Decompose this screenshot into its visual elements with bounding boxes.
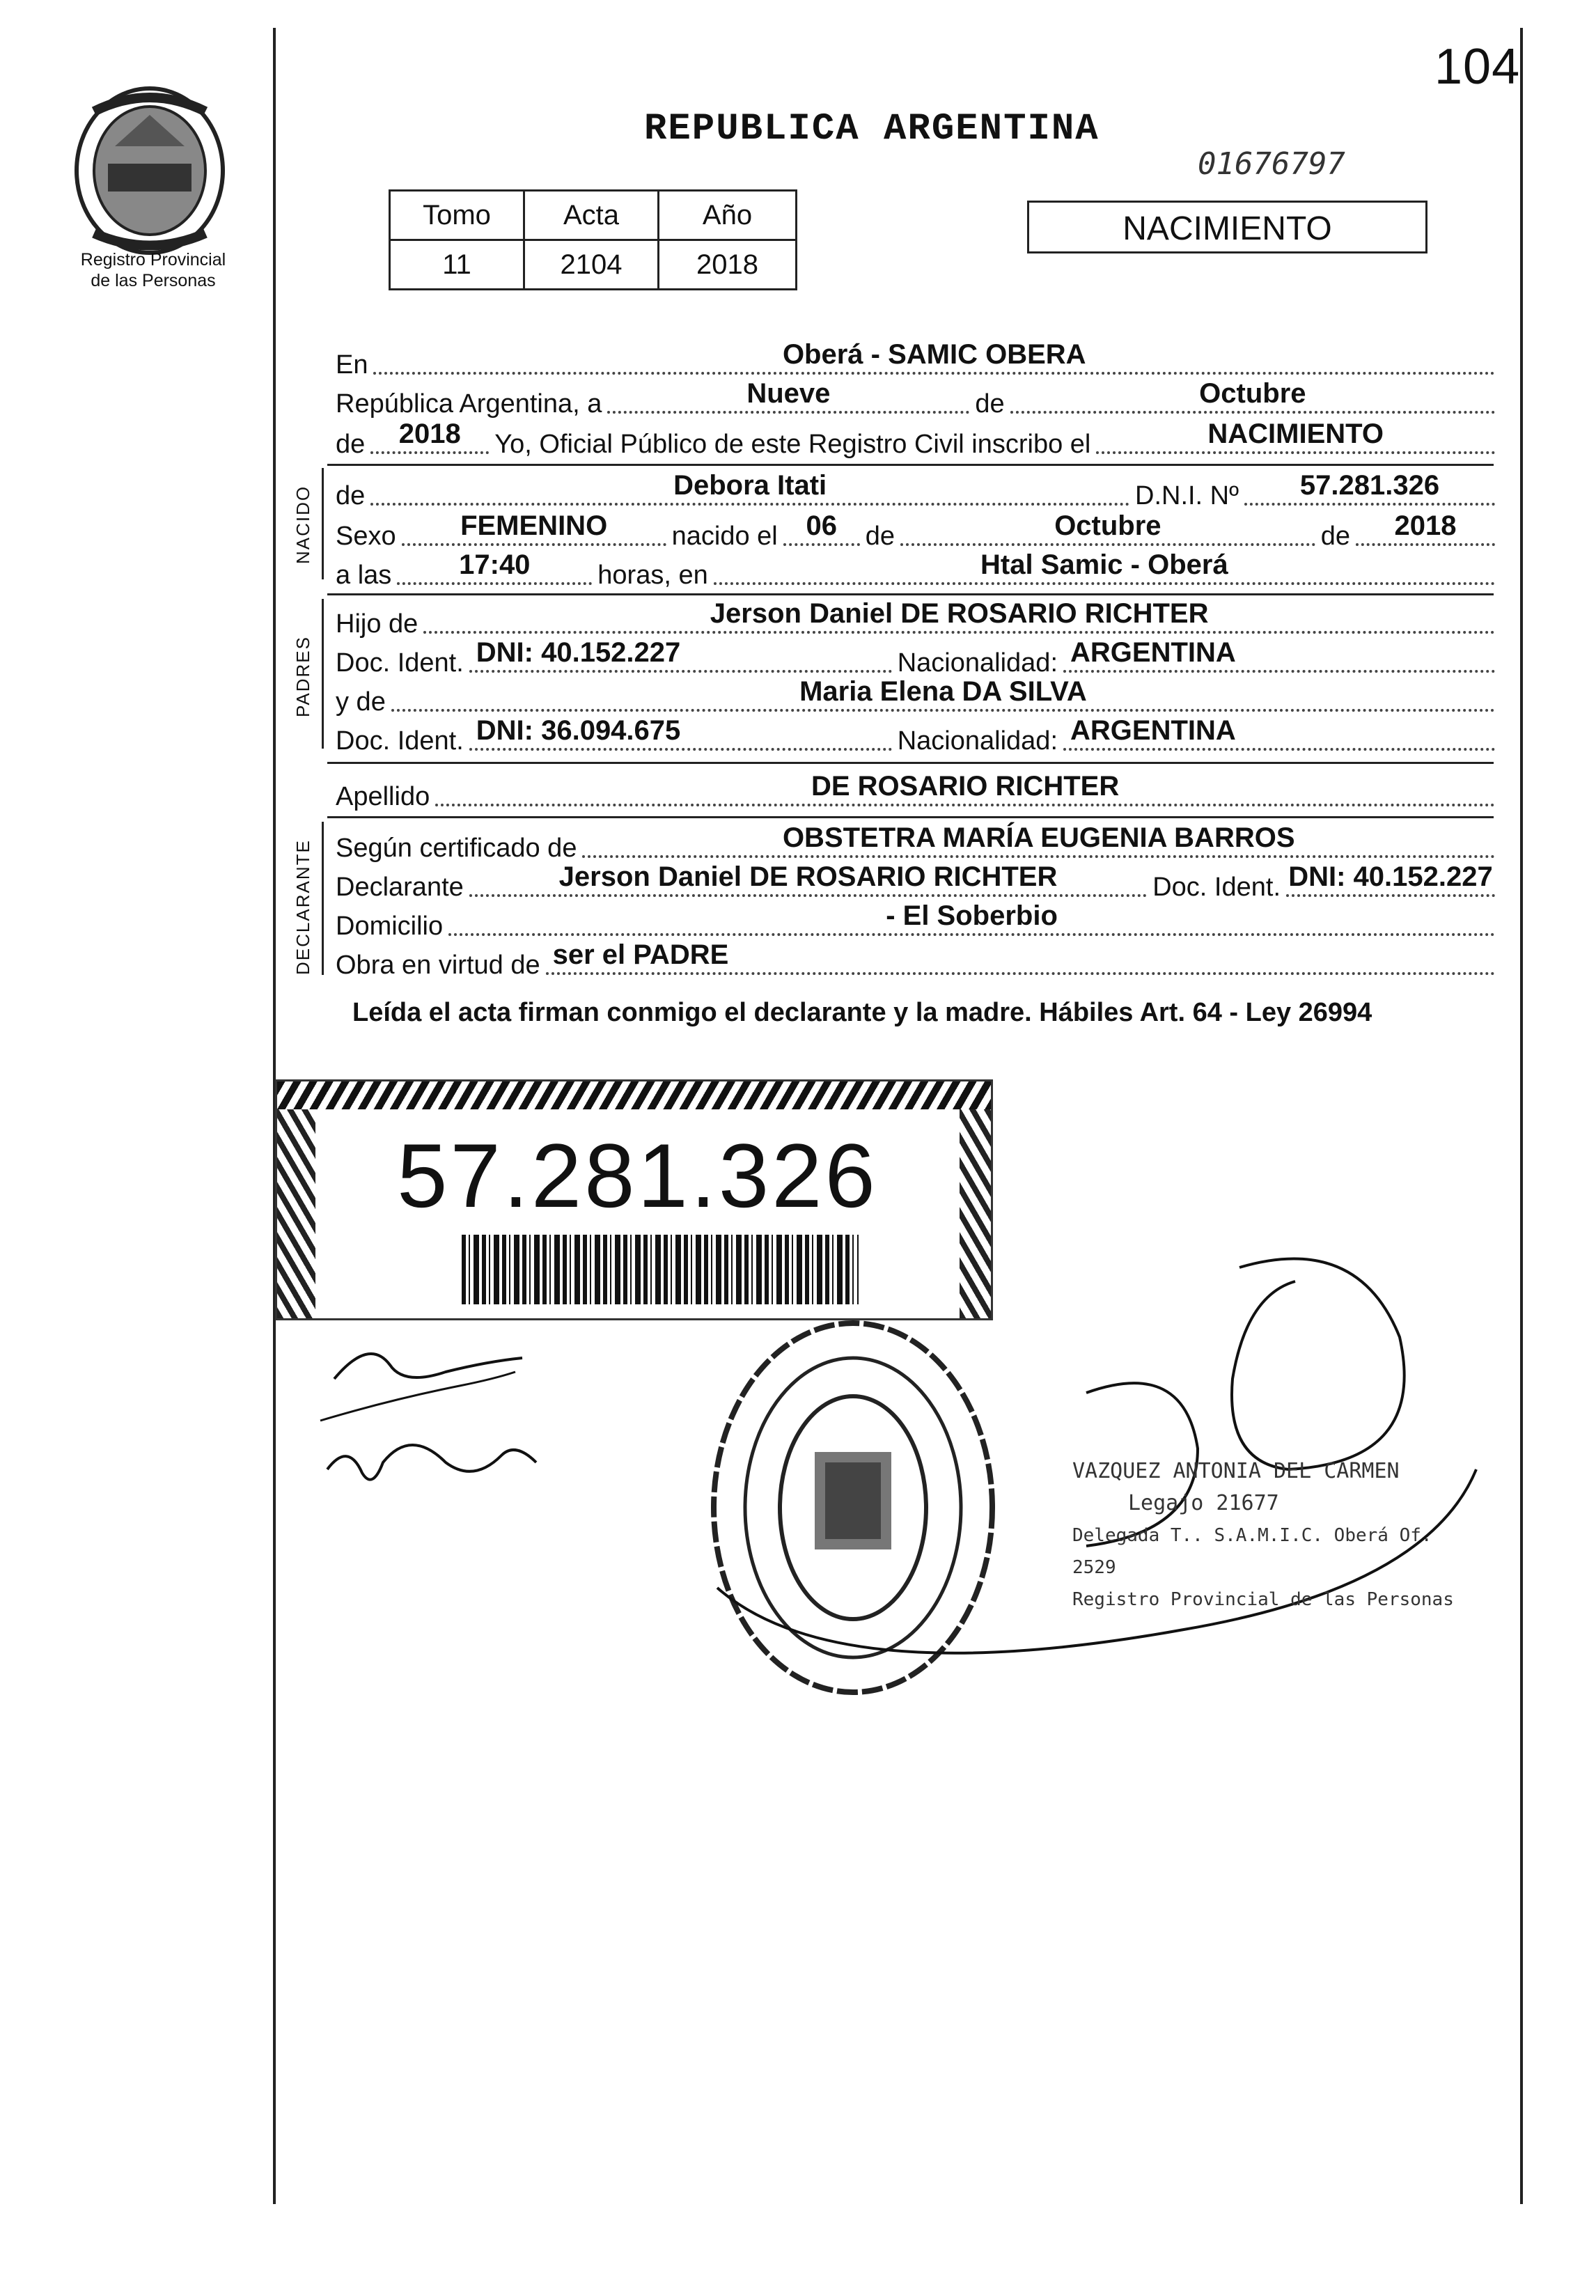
child-dni: 57.281.326 — [1299, 470, 1440, 501]
legal-text: Leída el acta firman conmigo el declarante y la madre. Hábiles Art. 64 - Ley 26994 — [352, 998, 1372, 1027]
row-sexo — [336, 510, 1495, 552]
section-bar-padres — [322, 599, 324, 749]
row-mother — [336, 678, 1495, 717]
cert-label: Según certificado de — [336, 834, 577, 863]
birth-time: 17:40 — [459, 549, 531, 580]
year-value: 2018 — [398, 419, 461, 449]
row-apellido — [336, 773, 1495, 812]
sexo-label: Sexo — [336, 522, 396, 551]
registry-name-line2: de las Personas — [91, 271, 216, 290]
row-cert — [336, 822, 1495, 864]
mother-doc: DNI: 36.094.675 — [476, 715, 681, 746]
row-time — [336, 549, 1495, 591]
row-obra — [336, 939, 1495, 981]
apellido-value: DE ROSARIO RICHTER — [811, 771, 1120, 802]
father-name: Jerson Daniel DE ROSARIO RICHTER — [710, 598, 1209, 629]
anio-value: 2018 — [659, 240, 797, 290]
serial-number: 01676797 — [1198, 146, 1345, 182]
cert-value: OBSTETRA MARÍA EUGENIA BARROS — [782, 822, 1295, 853]
hijo-label: Hijo de — [336, 609, 418, 639]
signature-parents — [306, 1323, 599, 1504]
acta-value: 2104 — [524, 240, 659, 290]
republica-label: República Argentina, a — [336, 389, 602, 419]
domicilio-label: Domicilio — [336, 912, 444, 941]
stamp-line3: Delegada T.. S.A.M.I.C. Oberá Of. 2529 — [1072, 1525, 1432, 1578]
dni-sticker-number: 57.281.326 — [397, 1125, 878, 1226]
anio-header: Año — [659, 191, 797, 240]
row-domicilio — [336, 900, 1495, 942]
year-label: de — [336, 430, 366, 459]
divider — [327, 816, 1494, 818]
tomo-value: 11 — [390, 240, 524, 290]
official-stamp — [1072, 1455, 1462, 1616]
decl-doc-label: Doc. Ident. — [1152, 873, 1281, 902]
right-border-line — [1520, 28, 1523, 2204]
birth-place: Htal Samic - Oberá — [980, 549, 1228, 580]
nacionalidad-label: Nacionalidad: — [897, 726, 1058, 756]
alas-label: a las — [336, 561, 392, 590]
stamp-line2: Legajo 21677 — [1128, 1491, 1279, 1515]
birth-month: Octubre — [1054, 510, 1161, 541]
row-mother-doc — [336, 717, 1495, 756]
mother-nationality: ARGENTINA — [1070, 715, 1236, 746]
birth-day: 06 — [806, 510, 837, 541]
declarante-label: Declarante — [336, 873, 464, 902]
obra-value: ser el PADRE — [552, 939, 729, 970]
yde-label: y de — [336, 687, 386, 717]
reference-table — [389, 189, 797, 290]
row-father — [336, 600, 1495, 639]
child-name: Debora Itati — [673, 470, 827, 501]
tomo-header: Tomo — [390, 191, 524, 240]
stamp-line4: Registro Provincial de las Personas — [1072, 1589, 1454, 1610]
father-nationality: ARGENTINA — [1070, 637, 1236, 668]
row-declarante — [336, 861, 1495, 903]
divider — [327, 464, 1494, 466]
pattern-strip — [277, 1109, 315, 1318]
horas-label: horas, en — [597, 561, 708, 590]
page-number: 104 — [1434, 39, 1521, 95]
acta-header: Acta — [524, 191, 659, 240]
divider — [327, 762, 1494, 764]
row-name — [336, 472, 1495, 511]
row-father-doc — [336, 639, 1495, 678]
birth-year: 2018 — [1394, 510, 1457, 541]
doc-label: Doc. Ident. — [336, 648, 464, 678]
de3-label: de — [1320, 522, 1350, 551]
nacionalidad-label: Nacionalidad: — [897, 648, 1058, 678]
domicilio-value: - El Soberbio — [886, 900, 1058, 931]
declarante-doc: DNI: 40.152.227 — [1288, 861, 1493, 892]
section-padres-label: PADRES — [292, 636, 313, 717]
province-crest-logo — [66, 84, 233, 258]
en-label: En — [336, 350, 368, 380]
pattern-strip — [277, 1081, 991, 1109]
section-bar-declarante — [322, 822, 324, 975]
section-bar-nacido — [322, 468, 324, 579]
row-date — [336, 380, 1495, 419]
divider — [327, 593, 1494, 595]
stamp-line1: VAZQUEZ ANTONIA DEL CARMEN — [1072, 1459, 1400, 1483]
de-label: de — [975, 389, 1005, 419]
registry-name-line1: Registro Provincial — [80, 250, 226, 270]
record-type-box: NACIMIENTO — [1027, 201, 1427, 253]
section-nacido-label: NACIDO — [292, 485, 313, 564]
doc-label: Doc. Ident. — [336, 726, 464, 756]
nacido-label: nacido el — [671, 522, 778, 551]
day-value: Nueve — [746, 378, 831, 409]
country-title: REPUBLICA ARGENTINA — [644, 108, 1100, 150]
row-year — [336, 421, 1495, 460]
obra-label: Obra en virtud de — [336, 951, 540, 980]
month-value: Octubre — [1199, 378, 1306, 409]
sexo-value: FEMENINO — [460, 510, 608, 541]
registry-name — [56, 249, 251, 291]
row-en — [336, 341, 1495, 380]
inscribe-value: NACIMIENTO — [1207, 419, 1384, 449]
mother-name: Maria Elena DA SILVA — [799, 676, 1087, 707]
de2-label: de — [865, 522, 895, 551]
apellido-label: Apellido — [336, 782, 430, 811]
father-doc: DNI: 40.152.227 — [476, 637, 681, 668]
name-label: de — [336, 481, 366, 510]
dni-label: D.N.I. Nº — [1135, 481, 1239, 510]
inscribe-text: Yo, Oficial Público de este Registro Civil inscribo el — [494, 430, 1091, 459]
declarante-value: Jerson Daniel DE ROSARIO RICHTER — [558, 861, 1058, 892]
en-value: Oberá - SAMIC OBERA — [782, 339, 1086, 370]
section-declarante-label: DECLARANTE — [292, 839, 313, 975]
